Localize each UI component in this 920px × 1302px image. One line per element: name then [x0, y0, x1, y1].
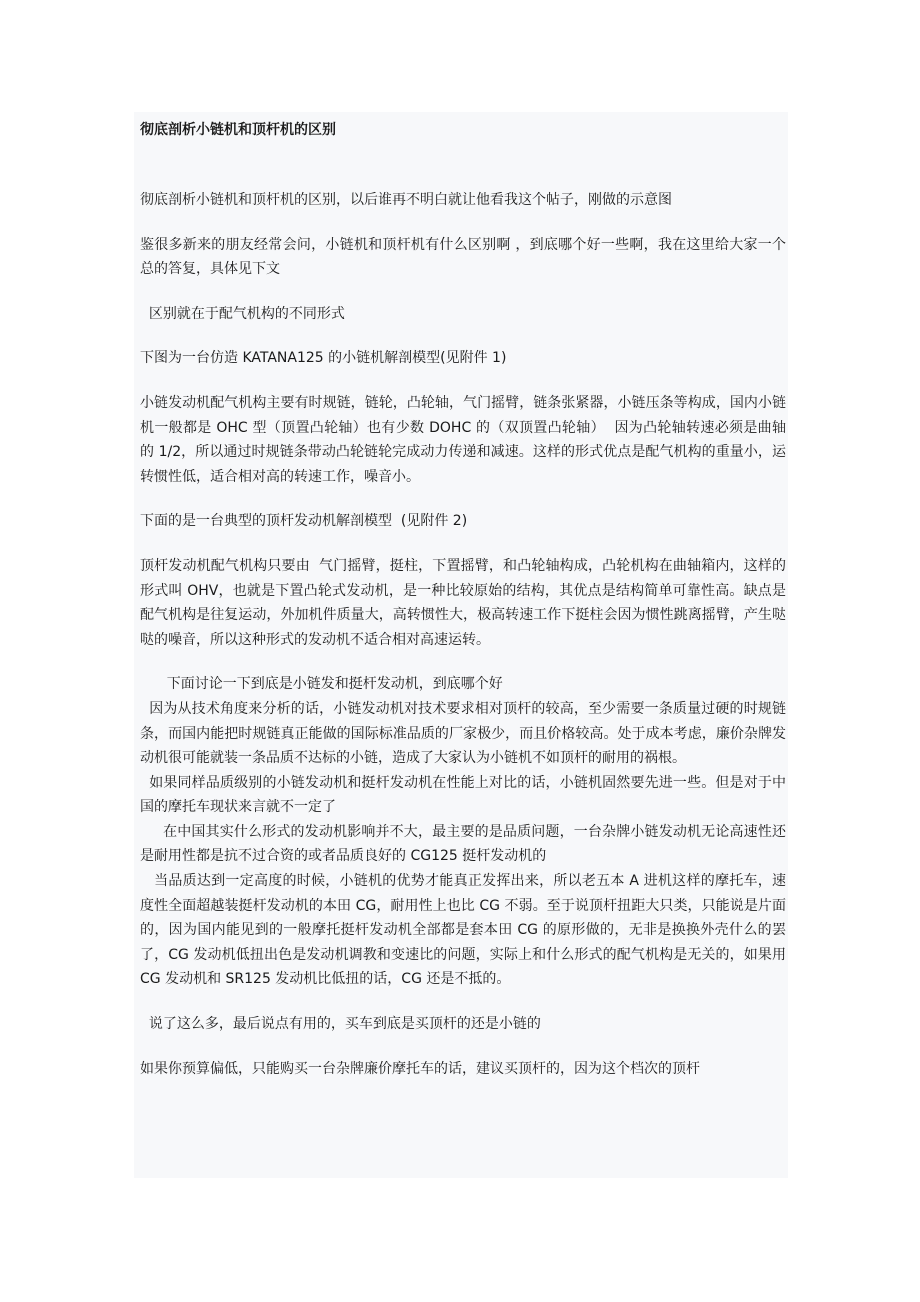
document-page — [134, 112, 791, 1178]
paragraph-quality-issue: 在中国其实什么形式的发动机影响并不大，最主要的是品质问题，一台杂牌小链发动机无论高速性还是耐用性都是抗不过合资的或者品质良好的 CG125 挺杆发动机的 — [140, 823, 786, 865]
paragraph-conclusion-heading: 说了这么多，最后说点有用的，买车到底是买顶杆的还是小链的 — [140, 1016, 541, 1033]
paragraph-ohc-description: 小链发动机配气机构主要有时规链，链轮，凸轮轴，气门摇臂，链条张紧器，小链压条等构成，国内小链机一般都是 OHC 型（顶置凸轮轴）也有少数 DOHC 的（双顶置凸轮轴） 因为凸轮轴转速必须是曲轴的 1/2，所以通过时规链条带动凸轮链轮完成动力传递和减速。这样的形式优点是配气机构的重量小，运转惯性低，适合相对高的转速工作，噪音小。 — [140, 394, 786, 485]
paragraph-recommendation: 如果你预算偏低，只能购买一台杂牌廉价摩托车的话，建议买顶杆的，因为这个档次的顶杆 — [140, 1060, 700, 1077]
paragraph-attachment-2: 下面的是一台典型的顶杆发动机解剖模型 (见附件 2) — [140, 513, 468, 530]
paragraph-intro: 彻底剖析小链机和顶杆机的区别，以后谁再不明白就让他看我这个帖子，刚做的示意图 — [140, 192, 672, 208]
document-title: 彻底剖析小链机和顶杆机的区别 — [140, 122, 336, 138]
paragraph-attachment-1: 下图为一台仿造 KATANA125 的小链机解剖模型(见附件 1) — [140, 350, 507, 367]
paragraph-technical-analysis: 因为从技术角度来分析的话，小链发动机对技术要求相对顶杆的较高，至少需要一条质量过硬的时规链条，而国内能把时规链真正能做的国际标准品质的厂家极少，而且价格较高。处于成本考虑，廉价杂牌发动机很可能就装一条品质不达标的小链，造成了大家认为小链机不如顶杆的耐用的祸根。 — [140, 700, 787, 767]
paragraph-performance-compare: 如果同样品质级别的小链发动机和挺杆发动机在性能上对比的话，小链机固然要先进一些。但是对于中国的摩托车现状来言就不一定了 — [140, 774, 787, 816]
paragraph-ohv-description: 顶杆发动机配气机构只要由 气门摇臂，挺柱，下置摇臂，和凸轮轴构成，凸轮机构在曲轴箱内，这样的形式叫 OHV，也就是下置凸轮式发动机，是一种比较原始的结构，其优点是结构简单可靠性高。缺点是配气机构是往复运动，外加机件质量大，高转惯性大，极高转速工作下挺柱会因为惯性跳离摇臂，产生哒哒的噪音，所以这种形式的发动机不适合相对高速运转。 — [140, 557, 786, 648]
paragraph-difference: 区别就在于配气机构的不同形式 — [140, 305, 345, 322]
paragraph-quality-advantage: 当品质达到一定高度的时候，小链机的优势才能真正发挥出来，所以老五本 A 进机这样的摩托车，速度性全面超越装挺杆发动机的本田 CG，耐用性上也比 CG 不弱。至于说顶杆扭距大只类，只能说是片面的，因为国内能见到的一般摩托挺杆发动机全部都是套本田 CG 的原形做的，无非是换换外壳什么的罢了，CG 发动机低扭出色是发动机调教和变速比的问题，实际上和什么形式的配气机构是无关的，如果用 CG 发动机和 SR125 发动机比低扭的话，CG 还是不抵的。 — [140, 873, 791, 988]
paragraph-question: 鉴很多新来的朋友经常会问，小链机和顶杆机有什么区别啊 ，到底哪个好一些啊，我在这里给大家一个总的答复，具体见下文 — [140, 236, 786, 278]
paragraph-discussion-heading: 下面讨论一下到底是小链发和挺杆发动机，到底哪个好 — [140, 676, 503, 693]
document-content — [140, 112, 791, 1081]
